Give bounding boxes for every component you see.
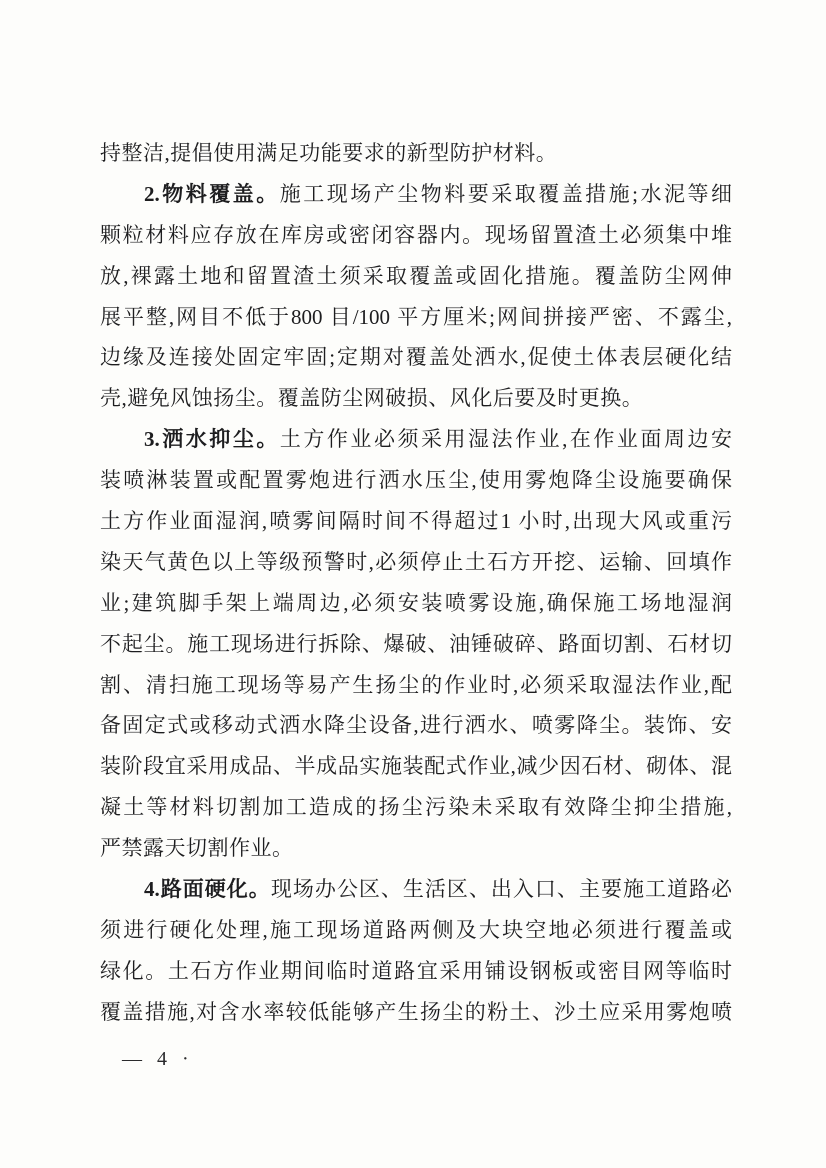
text-line bbox=[100, 460, 732, 501]
text-segment: 严禁露天切割作业。 bbox=[100, 836, 294, 861]
text-segment: 展平整,网目不低于800 目/100 平方厘米;网间拼接严密、不露尘, bbox=[100, 304, 732, 329]
text-line bbox=[100, 215, 732, 256]
text-segment: 割、清扫施工现场等易产生扬尘的作业时,必须采取湿法作业,配 bbox=[100, 672, 732, 697]
text-segment: 须进行硬化处理,施工现场道路两侧及大块空地必须进行覆盖或 bbox=[100, 917, 732, 942]
text-line bbox=[100, 337, 732, 378]
text-line bbox=[100, 746, 732, 787]
text-line bbox=[100, 174, 732, 215]
text-segment: 土方作业必须采用湿法作业,在作业面周边安 bbox=[279, 427, 733, 452]
text-segment: 持整洁,提倡使用满足功能要求的新型防护材料。 bbox=[100, 141, 558, 165]
page-number-text: — 4 · bbox=[122, 1048, 191, 1070]
text-segment: 绿化。土石方作业期间临时道路宜采用铺设钢板或密目网等临时 bbox=[100, 958, 732, 983]
text-line bbox=[100, 419, 732, 460]
text-segment: 壳,避免风蚀扬尘。覆盖防尘网破损、风化后要及时更换。 bbox=[100, 386, 644, 411]
item-heading: 4.路面硬化。 bbox=[144, 877, 271, 902]
text-line bbox=[100, 910, 732, 951]
text-segment: 业;建筑脚手架上端周边,必须安装喷雾设施,确保施工场地湿润 bbox=[100, 590, 732, 615]
text-segment: 放,裸露土地和留置渣土须采取覆盖或固化措施。覆盖防尘网伸 bbox=[100, 263, 732, 288]
text-segment: 不起尘。施工现场进行拆除、爆破、油锤破碎、路面切割、石材切 bbox=[100, 631, 732, 656]
text-segment: 土方作业面湿润,喷雾间隔时间不得超过1 小时,出现大风或重污 bbox=[100, 509, 732, 534]
text-line bbox=[100, 869, 732, 910]
text-line bbox=[100, 583, 732, 624]
body-text bbox=[100, 133, 732, 1033]
text-line bbox=[100, 378, 732, 419]
item-heading: 2.物料覆盖。 bbox=[144, 181, 280, 206]
text-segment: 施工现场产尘物料要采取覆盖措施;水泥等细 bbox=[279, 181, 732, 206]
text-segment: 装喷淋装置或配置雾炮进行洒水压尘,使用雾炮降尘设施要确保 bbox=[100, 468, 732, 493]
text-line bbox=[100, 133, 732, 174]
text-line bbox=[100, 828, 732, 869]
text-segment: 现场办公区、生活区、出入口、主要施工道路必 bbox=[270, 877, 733, 902]
text-segment: 装阶段宜采用成品、半成品实施装配式作业,减少因石材、砌体、混 bbox=[100, 754, 732, 779]
text-segment: 颗粒材料应存放在库房或密闭容器内。现场留置渣土必须集中堆 bbox=[100, 222, 732, 247]
text-line bbox=[100, 992, 732, 1033]
text-line bbox=[100, 501, 732, 542]
text-segment: 凝土等材料切割加工造成的扬尘污染未采取有效降尘抑尘措施, bbox=[100, 795, 732, 820]
text-line bbox=[100, 705, 732, 746]
text-segment: 边缘及连接处固定牢固;定期对覆盖处洒水,促使土体表层硬化结 bbox=[100, 345, 732, 370]
text-line bbox=[100, 951, 732, 992]
text-line bbox=[100, 256, 732, 297]
text-line bbox=[100, 665, 732, 706]
text-line bbox=[100, 624, 732, 665]
item-heading: 3.洒水抑尘。 bbox=[144, 427, 280, 452]
page-number bbox=[122, 1044, 191, 1074]
text-segment: 覆盖措施,对含水率较低能够产生扬尘的粉土、沙土应采用雾炮喷 bbox=[100, 999, 732, 1024]
text-line bbox=[100, 787, 732, 828]
text-segment: 染天气黄色以上等级预警时,必须停止土石方开挖、运输、回填作 bbox=[100, 549, 732, 574]
text-line bbox=[100, 297, 732, 338]
text-line bbox=[100, 542, 732, 583]
text-segment: 备固定式或移动式洒水降尘设备,进行洒水、喷雾降尘。装饰、安 bbox=[100, 713, 732, 738]
